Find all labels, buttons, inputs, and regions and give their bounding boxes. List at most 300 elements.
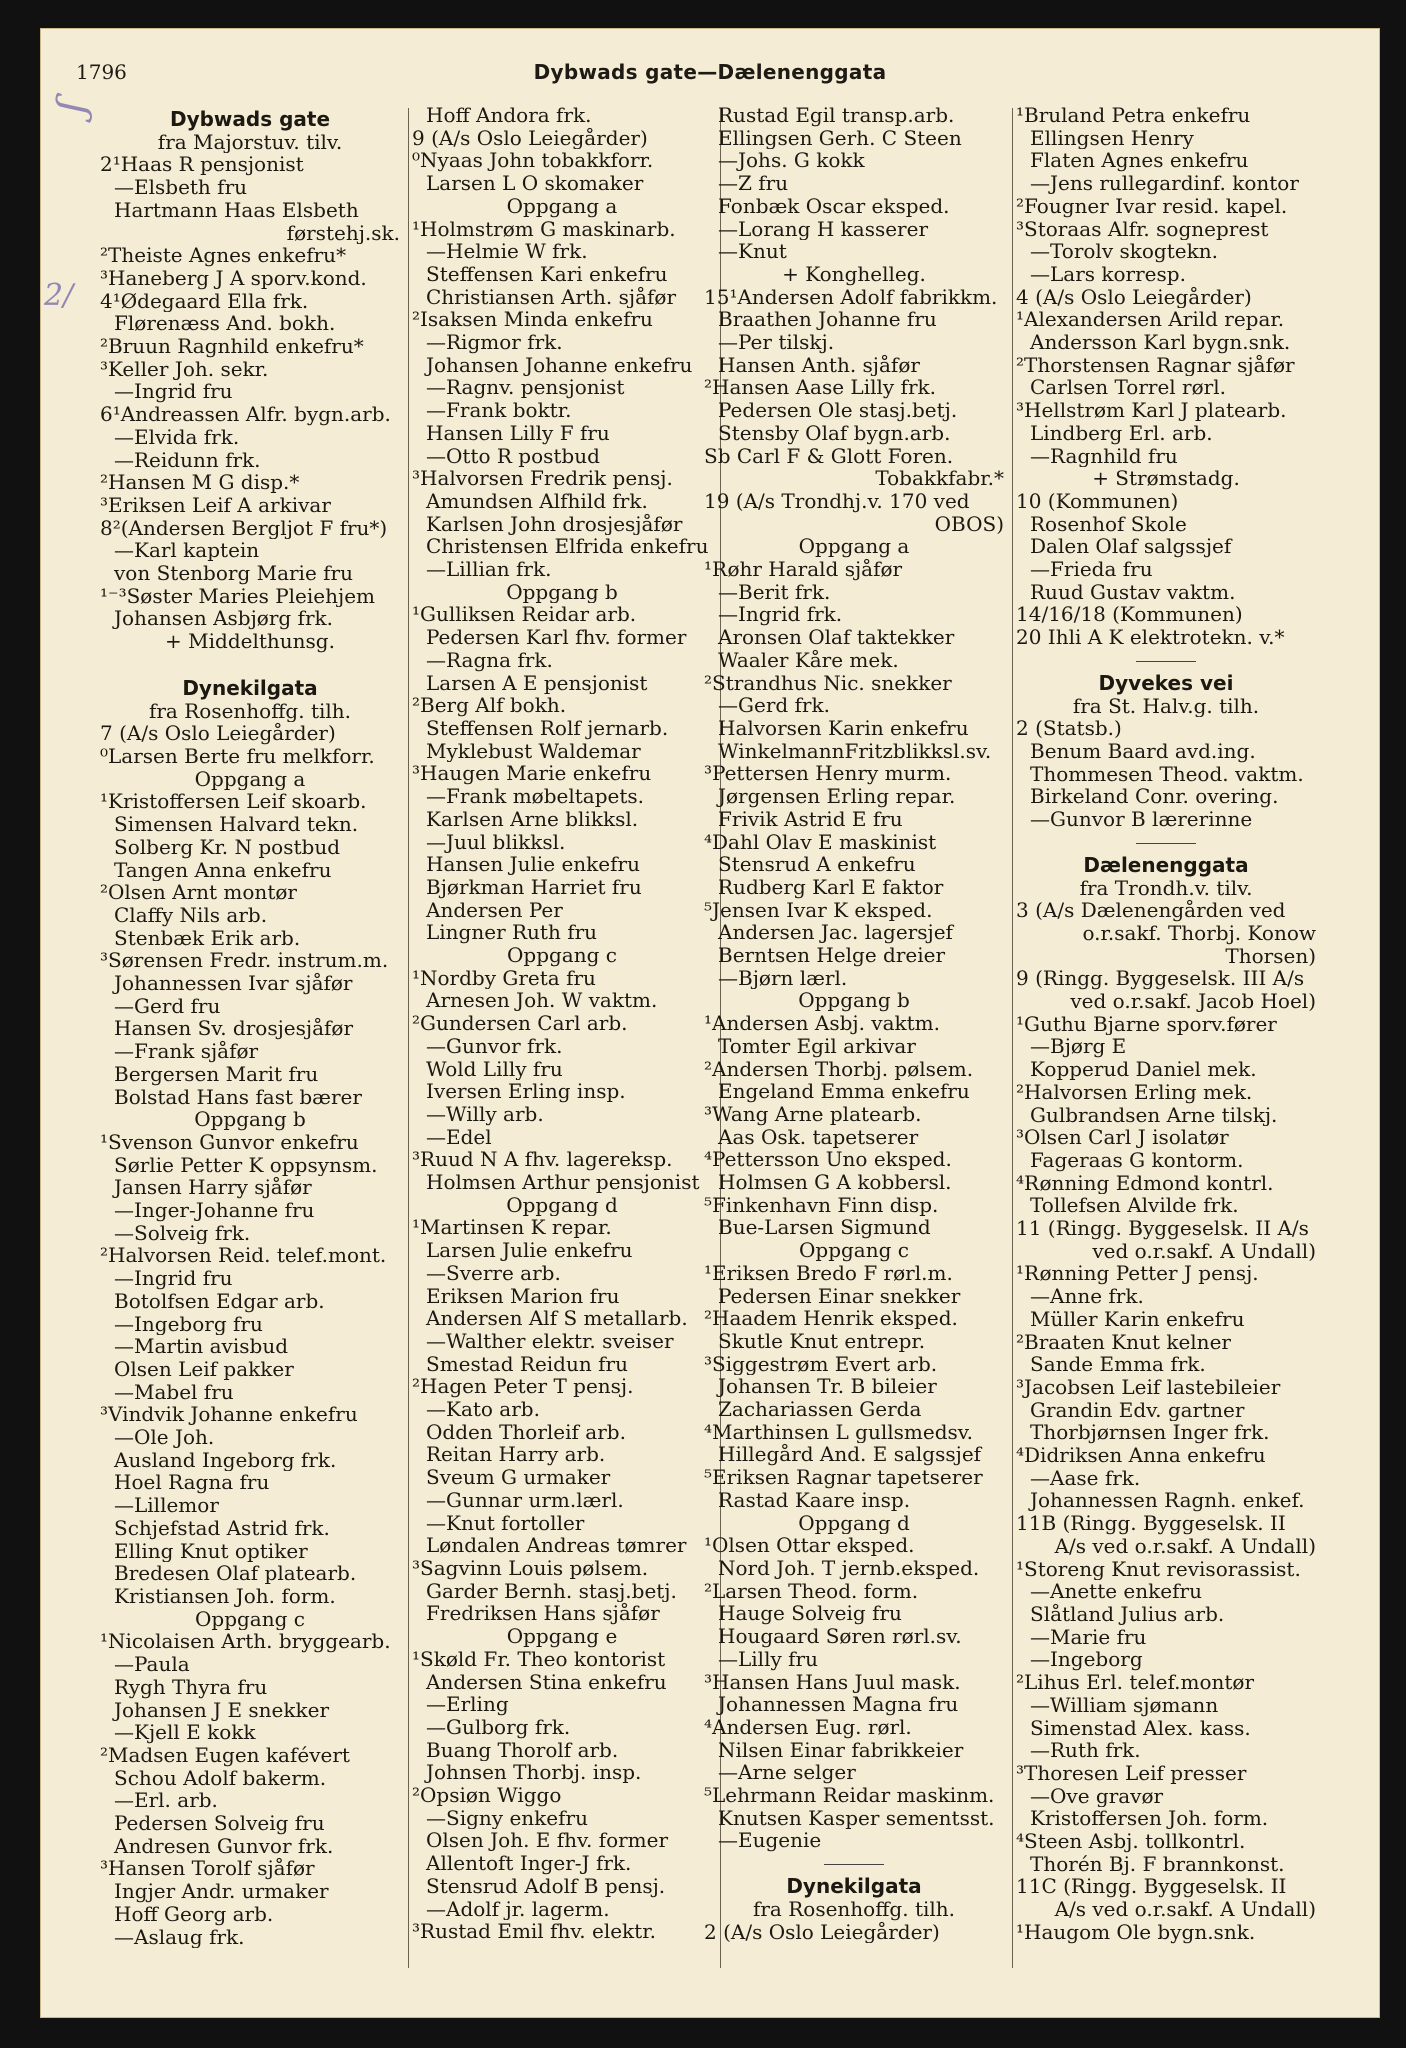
directory-entry: —Ole Joh. bbox=[114, 1426, 215, 1449]
directory-entry: —Johs. G kokk bbox=[718, 149, 865, 173]
directory-entry: 20 Ihli A K elektrotekn. v.* bbox=[1016, 626, 1285, 649]
directory-entry: Steffensen Kari enkefru bbox=[426, 262, 668, 286]
directory-entry: ¹Alexandersen Arild repar. bbox=[1016, 308, 1285, 332]
directory-entry: Thorbjørnsen Inger frk. bbox=[1030, 1421, 1270, 1445]
directory-entry: Fonbæk Oscar eksped. bbox=[718, 194, 950, 218]
directory-entry: Johannessen Ragnh. enkef. bbox=[1030, 1489, 1305, 1513]
directory-entry: Johannessen Ivar sjåfør bbox=[114, 972, 353, 995]
directory-entry: ¹Kristoffersen Leif skoarb. bbox=[100, 790, 367, 814]
page-header bbox=[76, 60, 1344, 100]
directory-entry: o.r.sakf. Thorbj. Konow bbox=[1082, 921, 1316, 945]
directory-entry: 15¹Andersen Adolf fabrikkm. bbox=[704, 285, 998, 309]
directory-entry: —Per tilskj. bbox=[718, 331, 835, 354]
directory-entry: Eriksen Marion fru bbox=[426, 1284, 620, 1308]
directory-entry: —Berit frk. bbox=[718, 580, 831, 604]
directory-entry: Elling Knut optiker bbox=[114, 1539, 308, 1563]
directory-entry: Johansen Johanne enkefru bbox=[426, 353, 693, 377]
directory-entry: Solberg Kr. N postbud bbox=[114, 835, 341, 859]
directory-entry: —Ingrid frk. bbox=[718, 603, 843, 627]
directory-entry: Arnesen Joh. W vaktm. bbox=[426, 989, 658, 1013]
directory-entry: —Bjørn lærl. bbox=[718, 966, 848, 990]
directory-entry: —William sjømann bbox=[1030, 1693, 1219, 1717]
directory-entry: —Aslaug frk. bbox=[114, 1925, 245, 1949]
directory-entry: —Helmie W frk. bbox=[426, 240, 588, 263]
directory-entry: Jansen Harry sjåfør bbox=[114, 1176, 312, 1200]
directory-entry: —Rigmor frk. bbox=[426, 331, 563, 354]
directory-entry: ²Andersen Thorbj. pølsem. bbox=[704, 1057, 974, 1081]
directory-entry: ³Sagvinn Louis pølsem. bbox=[412, 1557, 649, 1580]
directory-entry: Stensby Olaf bygn.arb. bbox=[718, 421, 951, 445]
directory-entry: Tobakkfabr.* bbox=[875, 467, 1004, 490]
street-heading: Dynekilgata bbox=[182, 676, 318, 700]
directory-entry: ³Haneberg J A sporv.kond. bbox=[100, 266, 367, 290]
directory-entry: ³Ruud N A fhv. lagereksp. bbox=[412, 1148, 673, 1172]
directory-entry: ¹Bruland Petra enkefru bbox=[1016, 104, 1251, 127]
directory-entry: Thorén Bj. F brannkonst. bbox=[1030, 1852, 1285, 1876]
directory-entry: Nilsen Einar fabrikkeier bbox=[718, 1738, 964, 1762]
directory-entry: Bue-Larsen Sigmund bbox=[718, 1216, 931, 1240]
directory-entry: ved o.r.sakf. Jacob Hoel) bbox=[1070, 990, 1316, 1013]
directory-entry: Andersen Stina enkefru bbox=[426, 1670, 667, 1694]
directory-entry: 2¹Haas R pensjonist bbox=[100, 153, 304, 177]
directory-entry: Johannessen Magna fru bbox=[718, 1693, 959, 1716]
directory-entry: Allentoft Inger-J frk. bbox=[426, 1852, 632, 1875]
directory-entry: von Stenborg Marie fru bbox=[114, 562, 353, 585]
directory-entry: —Lars korresp. bbox=[1030, 262, 1186, 286]
directory-entry: Benum Baard avd.ing. bbox=[1030, 739, 1256, 763]
subheading: Oppgang c bbox=[799, 1239, 909, 1262]
directory-entry: —Mabel fru bbox=[114, 1380, 234, 1404]
directory-entry: —Gerd frk. bbox=[718, 694, 830, 717]
section-gap bbox=[100, 653, 400, 673]
directory-entry: Slåtland Julius arb. bbox=[1030, 1603, 1225, 1626]
directory-entry: Ausland Ingeborg frk. bbox=[114, 1448, 337, 1472]
directory-entry: ⁵Jensen Ivar K eksped. bbox=[704, 898, 933, 922]
subheading: + Middelthunsg. bbox=[165, 630, 335, 653]
directory-entry: Gulbrandsen Arne tilskj. bbox=[1030, 1103, 1278, 1127]
directory-entry: Andersen Alf S metallarb. bbox=[426, 1307, 688, 1330]
directory-entry: førstehj.sk. bbox=[286, 221, 400, 245]
directory-entry: Zachariassen Gerda bbox=[718, 1398, 922, 1421]
directory-entry: Fageraas G kontorm. bbox=[1030, 1148, 1244, 1172]
directory-entry: ²Hansen M G disp.* bbox=[100, 471, 300, 494]
directory-entry: Dalen Olaf salgssjef bbox=[1030, 535, 1232, 559]
directory-entry: ²Theiste Agnes enkefru* bbox=[100, 244, 347, 267]
directory-entry: ved o.r.sakf. A Undall) bbox=[1092, 1239, 1316, 1263]
subheading: + Strømstadg. bbox=[1092, 467, 1240, 490]
directory-entry: —Elvida frk. bbox=[114, 425, 240, 449]
directory-entry: Thommesen Theod. vaktm. bbox=[1030, 762, 1304, 786]
directory-entry: —Anette enkefru bbox=[1030, 1580, 1202, 1603]
directory-entry: —Eugenie bbox=[718, 1829, 822, 1853]
directory-entry: 11 (Ringg. Byggeselsk. II A/s bbox=[1016, 1217, 1309, 1240]
directory-entry: Tollefsen Alvilde frk. bbox=[1030, 1194, 1239, 1218]
directory-entry: —Gunvor B lærerinne bbox=[1030, 808, 1253, 831]
directory-entry: 9 (A/s Oslo Leiegårder) bbox=[412, 126, 648, 150]
directory-entry: Botolfsen Edgar arb. bbox=[114, 1289, 325, 1313]
directory-entry: Hansen Lilly F fru bbox=[426, 421, 610, 445]
directory-entry: Hillegård And. E salgssjef bbox=[718, 1443, 982, 1467]
directory-entry: —Gunvor frk. bbox=[426, 1034, 563, 1058]
directory-entry: 9 (Ringg. Byggeselsk. III A/s bbox=[1016, 967, 1305, 991]
pencil-annotation: ʃ bbox=[48, 97, 96, 116]
directory-entry: OBOS) bbox=[934, 512, 1004, 536]
directory-entry: Hoff Georg arb. bbox=[114, 1902, 274, 1926]
directory-entry: Christiansen Arth. sjåfør bbox=[426, 285, 677, 309]
directory-entry: ³Rustad Emil fhv. elektr. bbox=[412, 1920, 656, 1943]
directory-entry: —Aase frk. bbox=[1030, 1466, 1141, 1490]
subheading: Oppgang a bbox=[506, 194, 618, 218]
directory-entry: Kristiansen Joh. form. bbox=[114, 1585, 336, 1608]
directory-entry: Løndalen Andreas tømrer bbox=[426, 1534, 687, 1557]
directory-entry: Larsen Julie enkefru bbox=[426, 1239, 633, 1262]
directory-entry: ¹Olsen Ottar eksped. bbox=[704, 1534, 915, 1557]
directory-entry: ³Olsen Carl J isolatør bbox=[1016, 1126, 1229, 1149]
directory-entry: ²Opsiøn Wiggo bbox=[412, 1784, 562, 1807]
directory-entry: Aas Osk. tapetserer bbox=[718, 1125, 919, 1149]
directory-entry: —Torolv skogtekn. bbox=[1030, 240, 1218, 263]
directory-entry: ²Hagen Peter T pensj. bbox=[412, 1375, 634, 1399]
directory-entry: —Knut bbox=[718, 240, 787, 263]
directory-entry: —Ragnhild fru bbox=[1030, 444, 1178, 468]
directory-entry: Holmsen Arthur pensjonist bbox=[426, 1171, 700, 1194]
directory-entry: —Ragnv. pensjonist bbox=[426, 376, 625, 400]
directory-entry: Hansen Sv. drosjesjåfør bbox=[114, 1017, 354, 1041]
directory-entry: Flørenæss And. bokh. bbox=[114, 312, 336, 336]
directory-entry: ¹Eriksen Bredo F rørl.m. bbox=[704, 1261, 953, 1285]
directory-entry: Sørlie Petter K oppsynsm. bbox=[114, 1153, 378, 1177]
directory-entry: Steffensen Rolf jernarb. bbox=[426, 716, 669, 740]
subheading: fra Rosenhoffg. tilh. bbox=[148, 699, 352, 723]
directory-entry: Sveum G urmaker bbox=[426, 1466, 611, 1489]
directory-entry: —Bjørg E bbox=[1030, 1035, 1127, 1059]
directory-entry: ¹Rønning Petter J pensj. bbox=[1016, 1262, 1259, 1286]
directory-entry: Braathen Johanne fru bbox=[718, 308, 937, 332]
directory-entry: —Solveig frk. bbox=[114, 1221, 251, 1245]
directory-entry: Stenbæk Erik arb. bbox=[114, 926, 301, 950]
directory-entry: ³Vindvik Johanne enkefru bbox=[100, 1403, 358, 1427]
directory-entry: ³Hansen Torolf sjåfør bbox=[100, 1857, 315, 1881]
directory-entry: Andersen Jac. lagersjef bbox=[718, 921, 953, 945]
directory-entry: Myklebust Waldemar bbox=[426, 739, 641, 763]
directory-entry: 4¹Ødegaard Ella frk. bbox=[100, 289, 309, 313]
directory-entry: ³Haugen Marie enkefru bbox=[412, 762, 652, 786]
directory-entry: —Reidunn frk. bbox=[114, 448, 261, 472]
directory-entry: Ellingsen Henry bbox=[1030, 126, 1194, 150]
directory-entry: 14/16/18 (Kommunen) bbox=[1016, 603, 1243, 627]
directory-entry: —Lilly fru bbox=[718, 1647, 818, 1671]
page-title: Dybwads gate—Dælenenggata bbox=[533, 60, 887, 84]
directory-entry: ⁴Steen Asbj. tollkontrl. bbox=[1016, 1830, 1246, 1853]
directory-entry: —Willy arb. bbox=[426, 1102, 544, 1126]
directory-entry: Rosenhof Skole bbox=[1030, 512, 1187, 536]
directory-entry: —Signy enkefru bbox=[426, 1806, 588, 1830]
directory-entry: ²Halvorsen Erling mek. bbox=[1016, 1080, 1253, 1104]
directory-entry: Schjefstad Astrid frk. bbox=[114, 1516, 330, 1540]
directory-entry: —Anne frk. bbox=[1030, 1285, 1144, 1308]
directory-entry: —Kato arb. bbox=[426, 1398, 540, 1421]
directory-entry: ²Olsen Arnt montør bbox=[100, 881, 297, 904]
directory-entry: ²Madsen Eugen kafévert bbox=[100, 1743, 350, 1767]
directory-entry: ⁴Pettersson Uno eksped. bbox=[704, 1148, 952, 1172]
directory-entry: ⁴Rønning Edmond kontrl. bbox=[1016, 1171, 1274, 1195]
directory-entry: —Paula bbox=[114, 1653, 190, 1676]
directory-entry: Frivik Astrid E fru bbox=[718, 807, 903, 831]
directory-entry: —Inger-Johanne fru bbox=[114, 1199, 315, 1222]
subheading: fra Majorstuv. tilv. bbox=[157, 130, 343, 154]
directory-entry: A/s ved o.r.sakf. A Undall) bbox=[1054, 1534, 1316, 1558]
directory-entry: ²Halvorsen Reid. telef.mont. bbox=[100, 1244, 387, 1268]
directory-entry: Aronsen Olaf taktekker bbox=[718, 626, 955, 649]
section-divider bbox=[1136, 843, 1196, 844]
directory-entry: WinkelmannFritzblikksl.sv. bbox=[718, 739, 992, 763]
directory-entry: Nord Joh. T jernb.eksped. bbox=[718, 1557, 980, 1580]
subheading: Oppgang b bbox=[194, 1108, 306, 1131]
directory-entry: 8²(Andersen Bergljot F fru*) bbox=[100, 516, 388, 540]
directory-entry: Carlsen Torrel rørl. bbox=[1030, 376, 1226, 400]
directory-entry: ³Jacobsen Leif lastebileier bbox=[1016, 1375, 1281, 1399]
directory-entry: ³Hansen Hans Juul mask. bbox=[704, 1670, 961, 1694]
directory-entry: Fredriksen Hans sjåfør bbox=[426, 1602, 660, 1626]
directory-entry: —Arne selger bbox=[718, 1761, 856, 1785]
directory-entry: ²Fougner Ivar resid. kapel. bbox=[1016, 194, 1288, 218]
directory-entry: Bredesen Olaf platearb. bbox=[114, 1562, 357, 1585]
directory-entry: Birkeland Conr. overing. bbox=[1030, 785, 1279, 809]
directory-entry: Rudberg Karl E faktor bbox=[718, 875, 944, 899]
directory-entry: ⁰Larsen Berte fru melkforr. bbox=[100, 744, 375, 768]
section-divider bbox=[1136, 661, 1196, 662]
directory-entry: Christensen Elfrida enkefru bbox=[426, 535, 709, 559]
directory-entry: Garder Bernh. stasj.betj. bbox=[426, 1579, 677, 1603]
directory-entry: Engeland Emma enkefru bbox=[718, 1080, 970, 1103]
directory-entry: —Karl kaptein bbox=[114, 539, 260, 563]
directory-entry: 11B (Ringg. Byggeselsk. II bbox=[1016, 1512, 1286, 1535]
directory-entry: 19 (A/s Trondhj.v. 170 ved bbox=[704, 489, 970, 513]
directory-entry: ³Eriksen Leif A arkivar bbox=[100, 493, 331, 517]
directory-entry: ¹Martinsen K repar. bbox=[412, 1216, 612, 1240]
directory-entry: Tangen Anna enkefru bbox=[114, 858, 332, 882]
street-heading: Dælenenggata bbox=[1083, 853, 1249, 877]
column-2 bbox=[412, 104, 712, 1943]
directory-entry: Simenstad Alex. kass. bbox=[1030, 1716, 1251, 1740]
directory-entry: ²Bruun Ragnhild enkefru* bbox=[100, 335, 364, 358]
directory-entry: ²Larsen Theod. form. bbox=[704, 1579, 919, 1603]
directory-entry: ³Sørensen Fredr. instrum.m. bbox=[100, 949, 389, 973]
section-divider bbox=[824, 1864, 884, 1865]
directory-entry: —Ruth frk. bbox=[1030, 1739, 1141, 1762]
directory-entry: Ingjer Andr. urmaker bbox=[114, 1880, 329, 1903]
column-divider bbox=[408, 108, 409, 1968]
directory-entry: ⁴Dahl Olav E maskinist bbox=[704, 830, 937, 854]
directory-entry: Pedersen Solveig fru bbox=[114, 1812, 325, 1835]
directory-entry: 2 (Statsb.) bbox=[1016, 717, 1122, 740]
directory-entry: Andersson Karl bygn.snk. bbox=[1030, 331, 1291, 354]
directory-entry: Knutsen Kasper sementsst. bbox=[718, 1806, 995, 1830]
directory-entry: —Otto R postbud bbox=[426, 444, 600, 468]
directory-entry: —Sverre arb. bbox=[426, 1261, 561, 1285]
directory-entry: —Gunnar urm.lærl. bbox=[426, 1488, 624, 1512]
directory-entry: Wold Lilly fru bbox=[426, 1057, 563, 1081]
directory-entry: ¹Andersen Asbj. vaktm. bbox=[704, 1012, 941, 1035]
subheading: Oppgang b bbox=[506, 580, 618, 604]
directory-entry: ³Pettersen Henry murm. bbox=[704, 762, 952, 786]
directory-entry: Claffy Nils arb. bbox=[114, 903, 268, 927]
directory-entry: Kristoffersen Joh. form. bbox=[1030, 1807, 1269, 1831]
directory-entry: ²Haadem Henrik eksped. bbox=[704, 1307, 958, 1330]
directory-entry: ¹Nicolaisen Arth. bryggearb. bbox=[100, 1630, 391, 1654]
directory-entry: —Erling bbox=[426, 1693, 509, 1716]
directory-entry: Buang Thorolf arb. bbox=[426, 1738, 619, 1762]
directory-entry: Tomter Egil arkivar bbox=[718, 1034, 916, 1058]
directory-entry: —Jens rullegardinf. kontor bbox=[1030, 172, 1299, 195]
directory-entry: 11C (Ringg. Byggeselsk. II bbox=[1016, 1875, 1287, 1899]
directory-entry: 7 (A/s Oslo Leiegårder) bbox=[100, 722, 336, 745]
directory-entry: Hauge Solveig fru bbox=[718, 1602, 902, 1626]
directory-entry: ¹Røhr Harald sjåfør bbox=[704, 558, 903, 581]
directory-entry: —Erl. arb. bbox=[114, 1789, 218, 1813]
directory-entry: Sande Emma frk. bbox=[1030, 1353, 1206, 1376]
directory-entry: —Ingrid fru bbox=[114, 380, 233, 404]
subheading: Oppgang d bbox=[798, 1511, 910, 1535]
directory-entry: Schou Adolf bakerm. bbox=[114, 1766, 327, 1790]
directory-entry: —Ingeborg fru bbox=[114, 1312, 263, 1336]
subheading: Oppgang a bbox=[798, 535, 910, 559]
subheading: fra St. Halv.g. tilh. bbox=[1072, 694, 1260, 718]
directory-entry: Iversen Erling insp. bbox=[426, 1080, 626, 1103]
directory-entry: ³Thoresen Leif presser bbox=[1016, 1761, 1247, 1785]
directory-entry: ³Hellstrøm Karl J platearb. bbox=[1016, 399, 1287, 422]
directory-entry: —Marie fru bbox=[1030, 1625, 1147, 1649]
directory-entry: Skutle Knut entrepr. bbox=[718, 1329, 926, 1353]
directory-entry: —Ingrid fru bbox=[114, 1267, 233, 1290]
directory-entry: Bjørkman Harriet fru bbox=[426, 875, 642, 899]
directory-entry: Andresen Gunvor frk. bbox=[114, 1834, 334, 1858]
directory-entry: ³Storaas Alfr. sogneprest bbox=[1016, 217, 1269, 241]
directory-entry: ¹⁻³Søster Maries Pleiehjem bbox=[100, 584, 376, 608]
directory-entry: Karlsen Arne blikksl. bbox=[426, 807, 639, 831]
directory-entry: Flaten Agnes enkefru bbox=[1030, 149, 1249, 173]
directory-entry: Hansen Anth. sjåfør bbox=[718, 353, 920, 377]
directory-entry: Stensrud A enkefru bbox=[718, 853, 916, 876]
directory-entry: Hoff Andora frk. bbox=[426, 104, 592, 127]
directory-entry: ⁵Eriksen Ragnar tapetserer bbox=[704, 1466, 983, 1489]
directory-entry: Kopperud Daniel mek. bbox=[1030, 1058, 1257, 1081]
directory-entry: —Lillemor bbox=[114, 1494, 219, 1517]
directory-entry: Hougaard Søren rørl.sv. bbox=[718, 1625, 962, 1648]
directory-entry: ¹Holmstrøm G maskinarb. bbox=[412, 217, 676, 241]
directory-entry: ¹Gulliksen Reidar arb. bbox=[412, 603, 637, 627]
directory-entry: Karlsen John drosjesjåfør bbox=[426, 512, 683, 536]
directory-entry: Larsen A E pensjonist bbox=[426, 671, 648, 695]
directory-entry: Smestad Reidun fru bbox=[426, 1352, 628, 1376]
directory-entry: —Kjell E kokk bbox=[114, 1721, 256, 1744]
directory-entry: —Edel bbox=[426, 1125, 492, 1149]
directory-entry: ⁴Marthinsen L gullsmedsv. bbox=[704, 1420, 974, 1444]
directory-entry: Thorsen) bbox=[1225, 944, 1316, 968]
directory-entry: ¹Guthu Bjarne sporv.fører bbox=[1016, 1012, 1277, 1036]
directory-entry: Hansen Julie enkefru bbox=[426, 853, 640, 876]
directory-entry: Lingner Ruth fru bbox=[426, 921, 598, 945]
directory-entry: Bergersen Marit fru bbox=[114, 1062, 319, 1086]
directory-entry: 2 (A/s Oslo Leiegårder) bbox=[704, 1920, 940, 1944]
directory-entry: Stensrud Adolf B pensj. bbox=[426, 1874, 666, 1898]
directory-entry: —Gulborg frk. bbox=[426, 1715, 571, 1739]
subheading: + Konghelleg. bbox=[782, 262, 926, 286]
directory-entry: Reitan Harry arb. bbox=[426, 1443, 606, 1467]
directory-entry: ⁴Andersen Eug. rørl. bbox=[704, 1715, 912, 1739]
directory-entry: Andersen Per bbox=[426, 898, 563, 922]
subheading: Oppgang e bbox=[506, 1625, 618, 1648]
directory-entry: Hartmann Haas Elsbeth bbox=[114, 198, 359, 222]
directory-entry: —Frank møbeltapets. bbox=[426, 785, 645, 808]
directory-entry: —Ingeborg bbox=[1030, 1648, 1143, 1672]
subheading: fra Rosenhoffg. tilh. bbox=[752, 1897, 956, 1921]
directory-entry: —Juul blikksl. bbox=[426, 830, 566, 854]
directory-entry: Johansen Tr. B bileier bbox=[718, 1375, 937, 1399]
directory-entry: ²Lihus Erl. telef.montør bbox=[1016, 1671, 1255, 1694]
directory-entry: Larsen L O skomaker bbox=[426, 172, 644, 195]
directory-entry: Johnsen Thorbj. insp. bbox=[426, 1761, 642, 1785]
directory-entry: ³Halvorsen Fredrik pensj. bbox=[412, 467, 673, 490]
directory-entry: Jørgensen Erling repar. bbox=[718, 785, 956, 808]
directory-entry: ³Wang Arne platearb. bbox=[704, 1102, 922, 1126]
directory-entry: ²Strandhus Nic. snekker bbox=[704, 671, 952, 695]
street-heading: Dybwads gate bbox=[169, 108, 331, 131]
directory-entry: —Ove gravør bbox=[1030, 1784, 1164, 1808]
column-1 bbox=[100, 104, 400, 1948]
directory-entry: Simensen Halvard tekn. bbox=[114, 813, 359, 836]
directory-entry: ¹Haugom Ole bygn.snk. bbox=[1016, 1920, 1256, 1944]
directory-entry: Johansen Asbjørg frk. bbox=[114, 607, 333, 631]
directory-entry: —Gerd fru bbox=[114, 994, 221, 1018]
directory-entry: ⁰Nyaas John tobakkforr. bbox=[412, 149, 654, 173]
directory-entry: ²Berg Alf bokh. bbox=[412, 694, 567, 717]
directory-entry: —Adolf jr. lagerm. bbox=[426, 1897, 610, 1921]
street-heading: Dynekilgata bbox=[786, 1875, 922, 1898]
directory-entry: Halvorsen Karin enkefru bbox=[718, 716, 969, 740]
directory-entry: Olsen Joh. E fhv. former bbox=[426, 1829, 669, 1853]
directory-entry: ¹Nordby Greta fru bbox=[412, 966, 596, 990]
directory-entry: ³Keller Joh. sekr. bbox=[100, 357, 269, 381]
directory-entry: —Z fru bbox=[718, 172, 789, 195]
directory-entry: Rastad Kaare insp. bbox=[718, 1488, 911, 1512]
column-4 bbox=[1016, 104, 1316, 1944]
directory-entry: ²Braaten Knut kelner bbox=[1016, 1330, 1231, 1354]
subheading: fra Trondh.v. tilv. bbox=[1079, 876, 1253, 900]
directory-entry: —Frank sjåfør bbox=[114, 1040, 259, 1063]
directory-entry: Müller Karin enkefru bbox=[1030, 1307, 1245, 1331]
pencil-annotation-date: 2/ bbox=[44, 278, 74, 313]
directory-entry: Sb Carl F & Glott Foren. bbox=[704, 444, 954, 468]
page-number: 1796 bbox=[76, 60, 127, 84]
directory-entry: —Walther elektr. sveiser bbox=[426, 1329, 674, 1353]
directory-entry: Grandin Edv. gartner bbox=[1030, 1398, 1245, 1422]
directory-entry: Rygh Thyra fru bbox=[114, 1675, 268, 1699]
directory-entry: Olsen Leif pakker bbox=[114, 1357, 294, 1381]
directory-entry: Amundsen Alfhild frk. bbox=[426, 489, 648, 513]
directory-entry: 6¹Andreassen Alfr. bygn.arb. bbox=[100, 403, 391, 426]
subheading: Oppgang a bbox=[194, 767, 306, 791]
subheading: Oppgang c bbox=[195, 1607, 305, 1631]
directory-entry: Holmsen G A kobbersl. bbox=[718, 1171, 952, 1194]
directory-entry: ⁵Finkenhavn Finn disp. bbox=[704, 1193, 939, 1217]
subheading: Oppgang d bbox=[506, 1193, 618, 1217]
directory-entry: Lindberg Erl. arb. bbox=[1030, 421, 1213, 445]
directory-entry: ²Isaksen Minda enkefru bbox=[412, 308, 653, 332]
directory-entry: —Frank boktr. bbox=[426, 399, 572, 422]
directory-entry: Ruud Gustav vaktm. bbox=[1030, 580, 1236, 604]
directory-entry: —Martin avisbud bbox=[114, 1335, 289, 1358]
